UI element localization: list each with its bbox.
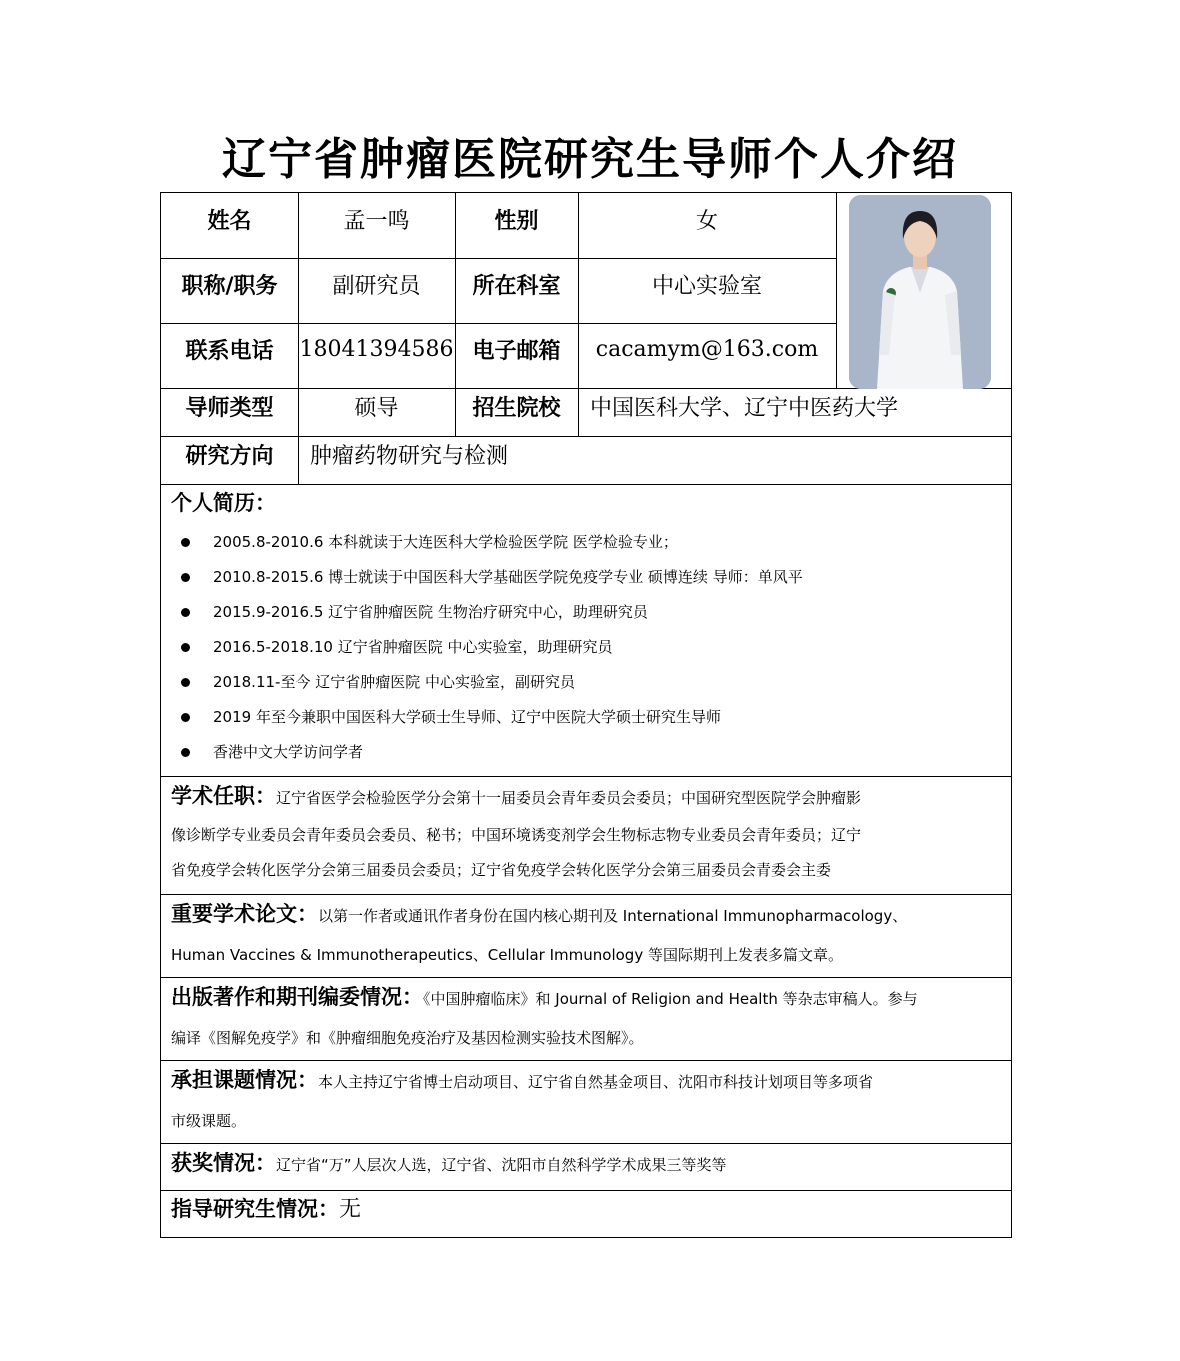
students-heading: 指导研究生情况： [171, 1197, 339, 1221]
publications-section [161, 978, 1011, 1060]
dept-value: 中心实验室 [651, 273, 762, 299]
bullet-icon [181, 713, 190, 722]
profile-table [160, 192, 1012, 1238]
page-title: 辽宁省肿瘤医院研究生导师个人介绍 [222, 134, 958, 185]
academic-text-1: 辽宁省医学会检验医学分会第十一届委员会青年委员会委员；中国研究型医院学会肿瘤影 [276, 789, 862, 807]
rank-value: 副研究员 [332, 273, 421, 299]
papers-heading: 重要学术论文： [171, 902, 318, 926]
bullet-icon [181, 608, 190, 617]
name-value: 孟一鸣 [343, 208, 410, 234]
school-label: 招生院校 [472, 395, 561, 421]
bullet-icon [181, 538, 190, 547]
awards-heading: 获奖情况： [171, 1151, 276, 1175]
type-value: 硕导 [354, 395, 399, 421]
list-item: 2018.11-至今 辽宁省肿瘤医院 中心实验室，副研究员 [171, 665, 1001, 700]
phone-value: 18041394586 [299, 336, 454, 362]
research-value: 肿瘤药物研究与检测 [310, 443, 509, 469]
projects-section [161, 1061, 1011, 1143]
projects-text-2: 市级课题。 [171, 1112, 247, 1130]
dept-label: 所在科室 [472, 273, 561, 299]
profile-photo [849, 195, 991, 389]
academic-text-3: 省免疫学会转化医学分会第三届委员会委员；辽宁省免疫学会转化医学分会第三届委员会青委会主委 [171, 861, 832, 879]
papers-section [161, 895, 1011, 977]
school-value: 中国医科大学、辽宁中医药大学 [590, 395, 899, 421]
bullet-icon [181, 573, 190, 582]
name-label: 姓名 [207, 208, 252, 234]
bullet-icon [181, 678, 190, 687]
person-photo-icon [849, 195, 991, 389]
resume-heading: 个人简历： [171, 491, 276, 515]
publications-text-1: 《中国肿瘤临床》和 Journal of Religion and Health 等杂志审稿人。参与 [423, 990, 918, 1008]
bullet-icon [181, 643, 190, 652]
projects-text-1: 本人主持辽宁省博士启动项目、辽宁省自然基金项目、沈阳市科技计划项目等多项省 [318, 1073, 874, 1091]
papers-text-2: Human Vaccines & Immunotherapeutics、Cellular Immunology 等国际期刊上发表多篇文章。 [171, 946, 843, 964]
email-label: 电子邮箱 [472, 338, 561, 364]
list-item: 2005.8-2010.6 本科就读于大连医科大学检验医学院 医学检验专业； [171, 525, 1001, 560]
list-item: 2019 年至今兼职中国医科大学硕士生导师、辽宁中医院大学硕士研究生导师 [171, 700, 1001, 735]
students-section [161, 1191, 1011, 1237]
resume-list [171, 525, 1001, 770]
bullet-icon [181, 748, 190, 757]
list-item: 香港中文大学访问学者 [171, 735, 1001, 770]
academic-heading: 学术任职： [171, 784, 276, 808]
publications-heading: 出版著作和期刊编委情况： [171, 985, 423, 1009]
list-item: 2015.9-2016.5 辽宁省肿瘤医院 生物治疗研究中心，助理研究员 [171, 595, 1001, 630]
resume-section [161, 485, 1011, 776]
academic-text-2: 像诊断学专业委员会青年委员会委员、秘书；中国环境诱变剂学会生物标志物专业委员会青年委员；辽宁 [171, 826, 862, 844]
students-text: 无 [339, 1197, 362, 1222]
projects-heading: 承担课题情况： [171, 1068, 318, 1092]
research-label: 研究方向 [185, 443, 274, 469]
awards-text: 辽宁省“万”人层次人选，辽宁省、沈阳市自然科学学术成果三等奖等 [276, 1156, 727, 1174]
publications-text-2: 编译《图解免疫学》和《肿瘤细胞免疫治疗及基因检测实验技术图解》。 [171, 1029, 644, 1047]
col-divider [836, 193, 837, 388]
list-item: 2016.5-2018.10 辽宁省肿瘤医院 中心实验室，助理研究员 [171, 630, 1001, 665]
type-label: 导师类型 [185, 395, 274, 421]
gender-label: 性别 [494, 208, 539, 234]
rank-label: 职称/职务 [181, 273, 278, 299]
gender-value: 女 [695, 208, 718, 234]
list-item: 2010.8-2015.6 博士就读于中国医科大学基础医学院免疫学专业 硕博连续 导师：单风平 [171, 560, 1001, 595]
email-value: cacamym@163.com [595, 336, 819, 362]
academic-section [161, 777, 1011, 894]
awards-section [161, 1144, 1011, 1190]
phone-label: 联系电话 [185, 338, 274, 364]
papers-text-1: 以第一作者或通讯作者身份在国内核心期刊及 International Immunopharmacology、 [318, 907, 908, 925]
